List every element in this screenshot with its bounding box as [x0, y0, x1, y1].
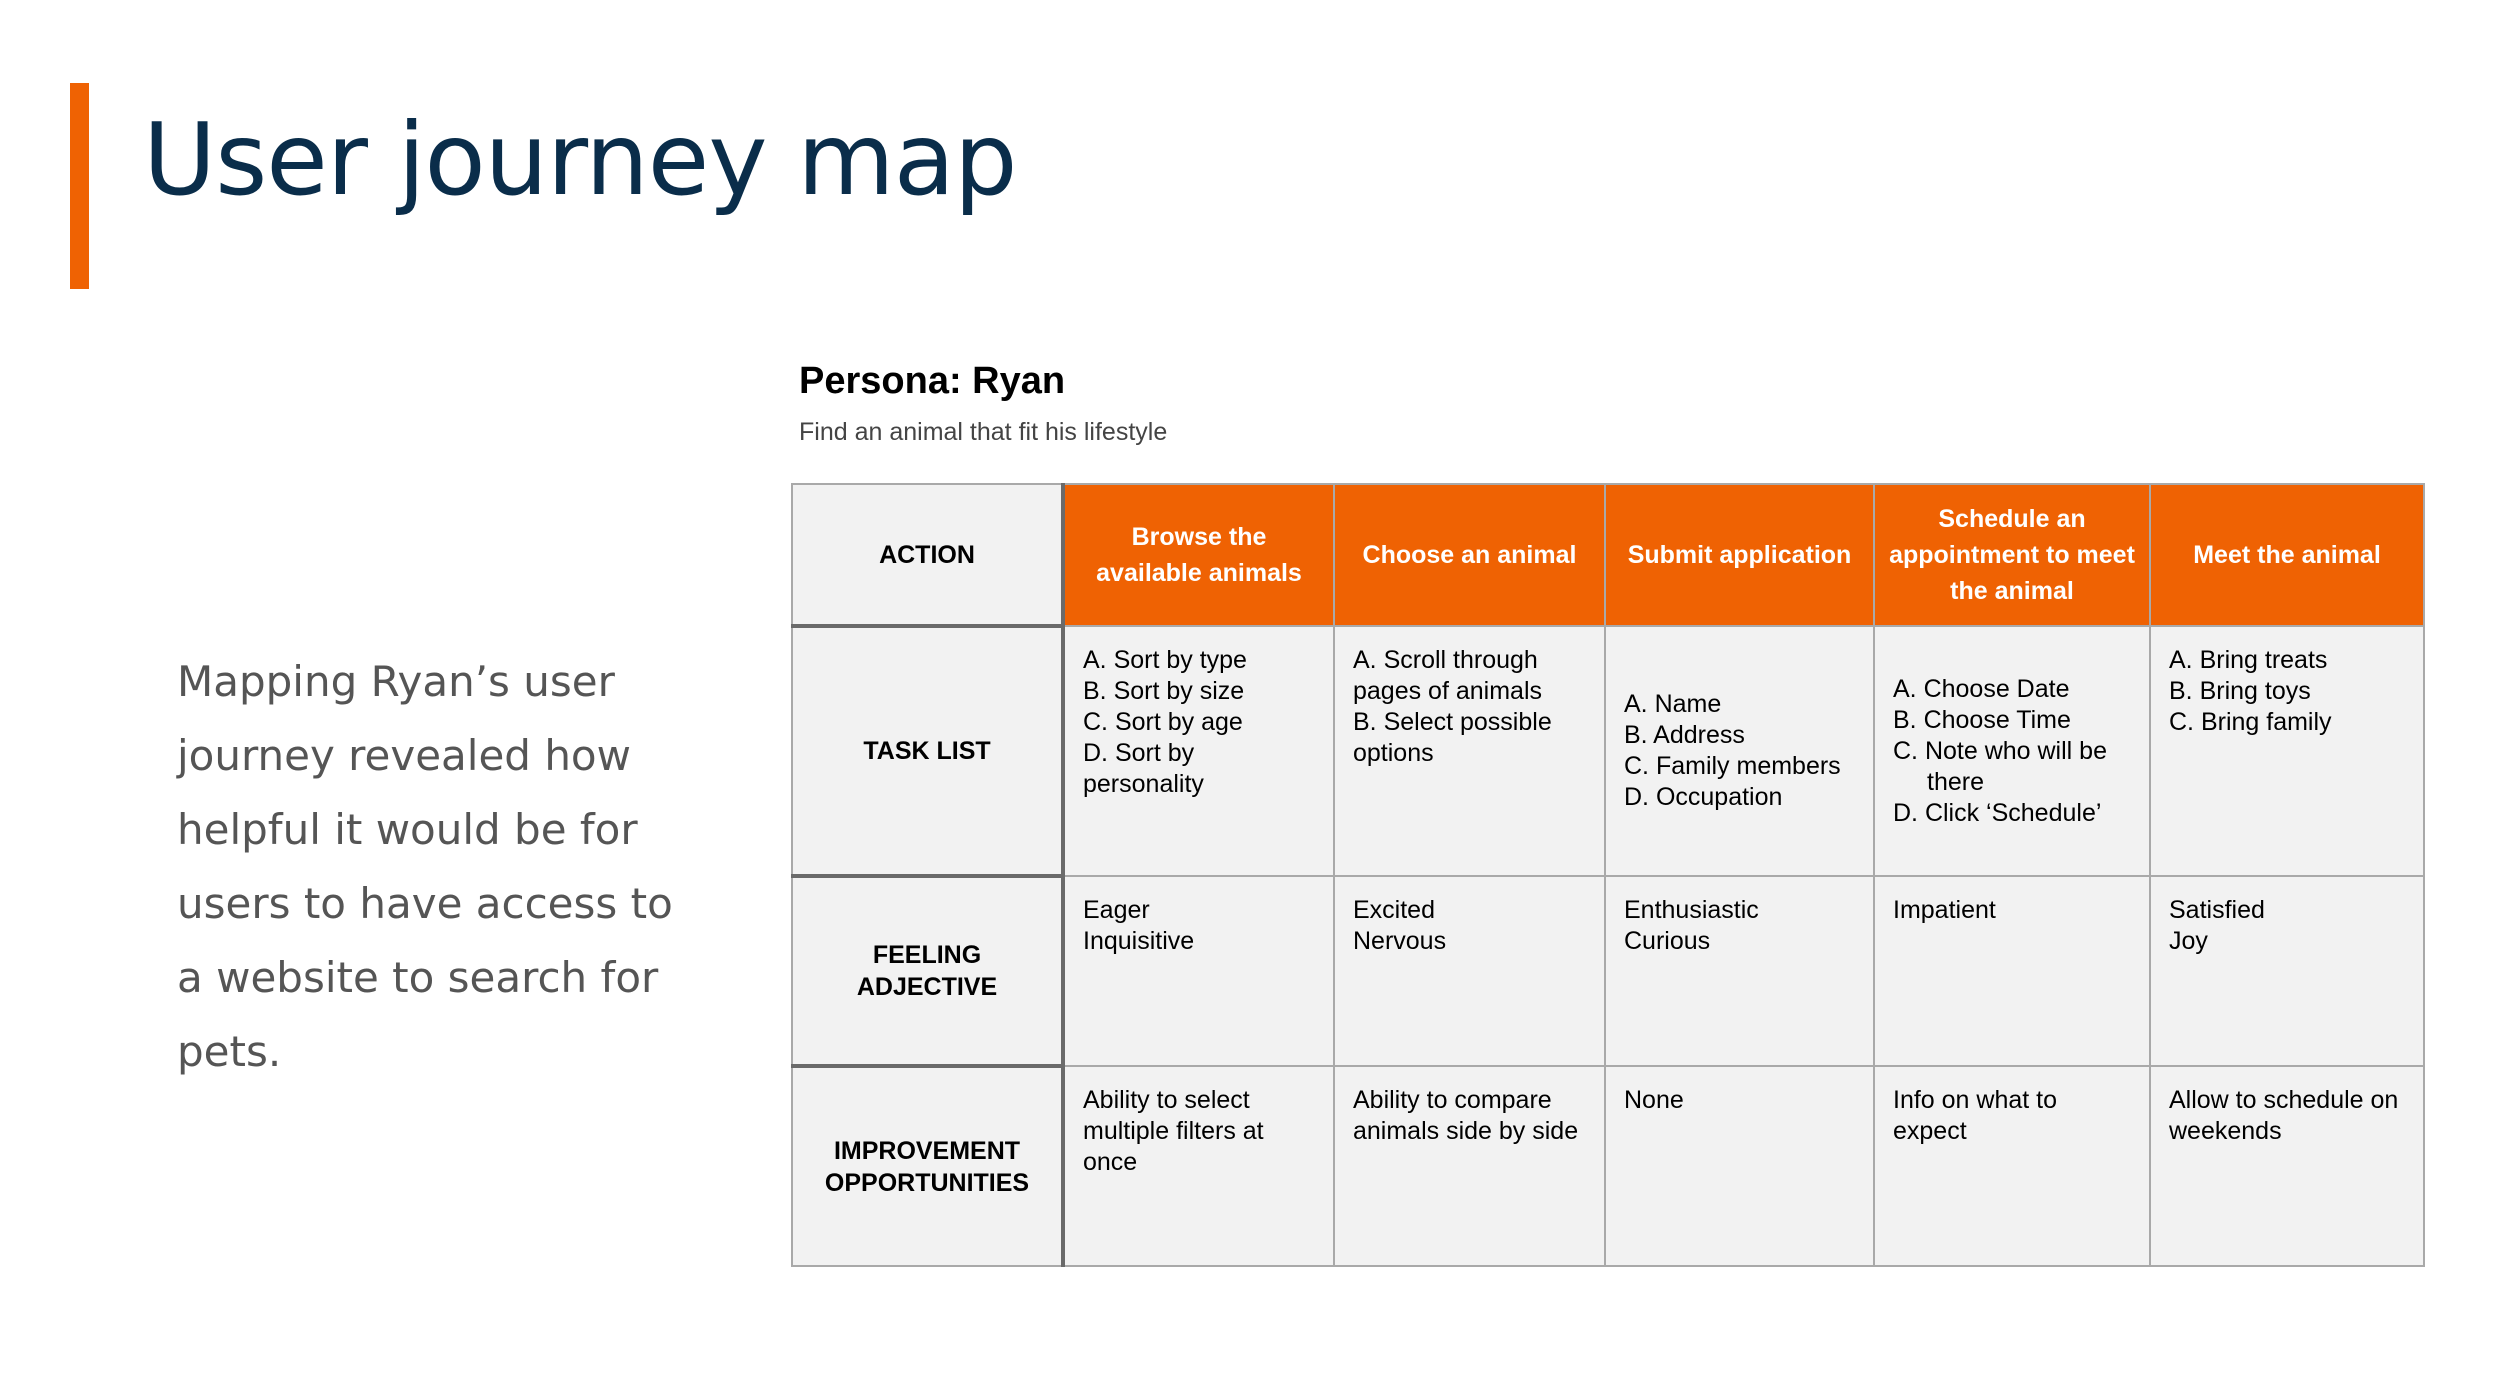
- improvement-cell: Ability to select multiple filters at once: [1063, 1066, 1334, 1266]
- task-cell: [2150, 626, 2424, 876]
- task-item: C. Family members: [1624, 752, 1841, 780]
- feeling-item: Nervous: [1353, 927, 1447, 955]
- task-item: C. Note who will be: [1893, 736, 2107, 765]
- action-row: [792, 484, 2424, 626]
- feeling-item: Curious: [1624, 927, 1711, 955]
- improvement-cell: Allow to schedule on weekends: [2150, 1066, 2424, 1266]
- task-list-row: [792, 626, 2424, 876]
- task-cell: [1874, 626, 2150, 876]
- task-item: A. Choose Date: [1893, 674, 2070, 703]
- feeling-item: Satisfied: [2169, 896, 2265, 924]
- feeling-item: Inquisitive: [1083, 927, 1195, 955]
- task-item: B. Choose Time: [1893, 705, 2071, 734]
- task-item: B. Select possible options: [1353, 708, 1552, 767]
- task-item: A. Name: [1624, 690, 1722, 718]
- task-item: D. Click ‘Schedule’: [1893, 798, 2102, 827]
- task-item: A. Scroll through pages of animals: [1353, 646, 1543, 705]
- persona-goal: Find an animal that fit his lifestyle: [799, 418, 1168, 446]
- task-item: B. Sort by size: [1083, 677, 1245, 705]
- task-item: C. Bring family: [2169, 708, 2332, 736]
- feeling-row: [792, 876, 2424, 1066]
- row-header-action: ACTION: [792, 484, 1063, 626]
- task-item: D. Sort by personality: [1083, 739, 1204, 798]
- persona-title: Persona: Ryan: [799, 360, 1066, 402]
- task-item: B. Bring toys: [2169, 677, 2311, 705]
- task-item: there: [1927, 767, 1984, 796]
- feeling-cell: [1605, 876, 1874, 1066]
- journey-map-table: [791, 483, 2425, 1267]
- row-header-feeling: FEELING ADJECTIVE: [792, 876, 1063, 1066]
- feeling-item: Eager: [1083, 896, 1150, 924]
- task-item: B. Address: [1624, 721, 1745, 749]
- improvement-cell: Info on what to expect: [1874, 1066, 2150, 1266]
- task-cell: [1063, 626, 1334, 876]
- improvement-cell: None: [1605, 1066, 1874, 1266]
- action-header: Meet the animal: [2150, 484, 2424, 626]
- row-header-improvement: IMPROVEMENT OPPORTUNITIES: [792, 1066, 1063, 1266]
- feeling-item: Excited: [1353, 896, 1435, 924]
- page-title: User journey map: [143, 101, 1017, 218]
- row-header-task-list: TASK LIST: [792, 626, 1063, 876]
- feeling-item: Impatient: [1893, 896, 1996, 924]
- task-cell: [1334, 626, 1605, 876]
- task-item: C. Sort by age: [1083, 708, 1243, 736]
- task-item: A. Sort by type: [1083, 646, 1247, 674]
- feeling-item: Joy: [2169, 927, 2208, 955]
- action-header: Schedule an appointment to meet the animal: [1874, 484, 2150, 626]
- action-header: Choose an animal: [1334, 484, 1605, 626]
- action-header: Browse the available animals: [1063, 484, 1334, 626]
- feeling-cell: [1334, 876, 1605, 1066]
- feeling-item: Enthusiastic: [1624, 896, 1759, 924]
- accent-bar: [70, 83, 89, 289]
- task-cell: [1605, 626, 1874, 876]
- journey-summary: Mapping Ryan’s user journey revealed how helpful it would be for users to have access to a website to search for pets.: [177, 657, 673, 1076]
- improvement-row: [792, 1066, 2424, 1266]
- feeling-cell: [2150, 876, 2424, 1066]
- action-header: Submit application: [1605, 484, 1874, 626]
- feeling-cell: [1874, 876, 2150, 1066]
- feeling-cell: [1063, 876, 1334, 1066]
- improvement-cell: Ability to compare animals side by side: [1334, 1066, 1605, 1266]
- task-item: D. Occupation: [1624, 783, 1783, 811]
- task-item: A. Bring treats: [2169, 646, 2328, 674]
